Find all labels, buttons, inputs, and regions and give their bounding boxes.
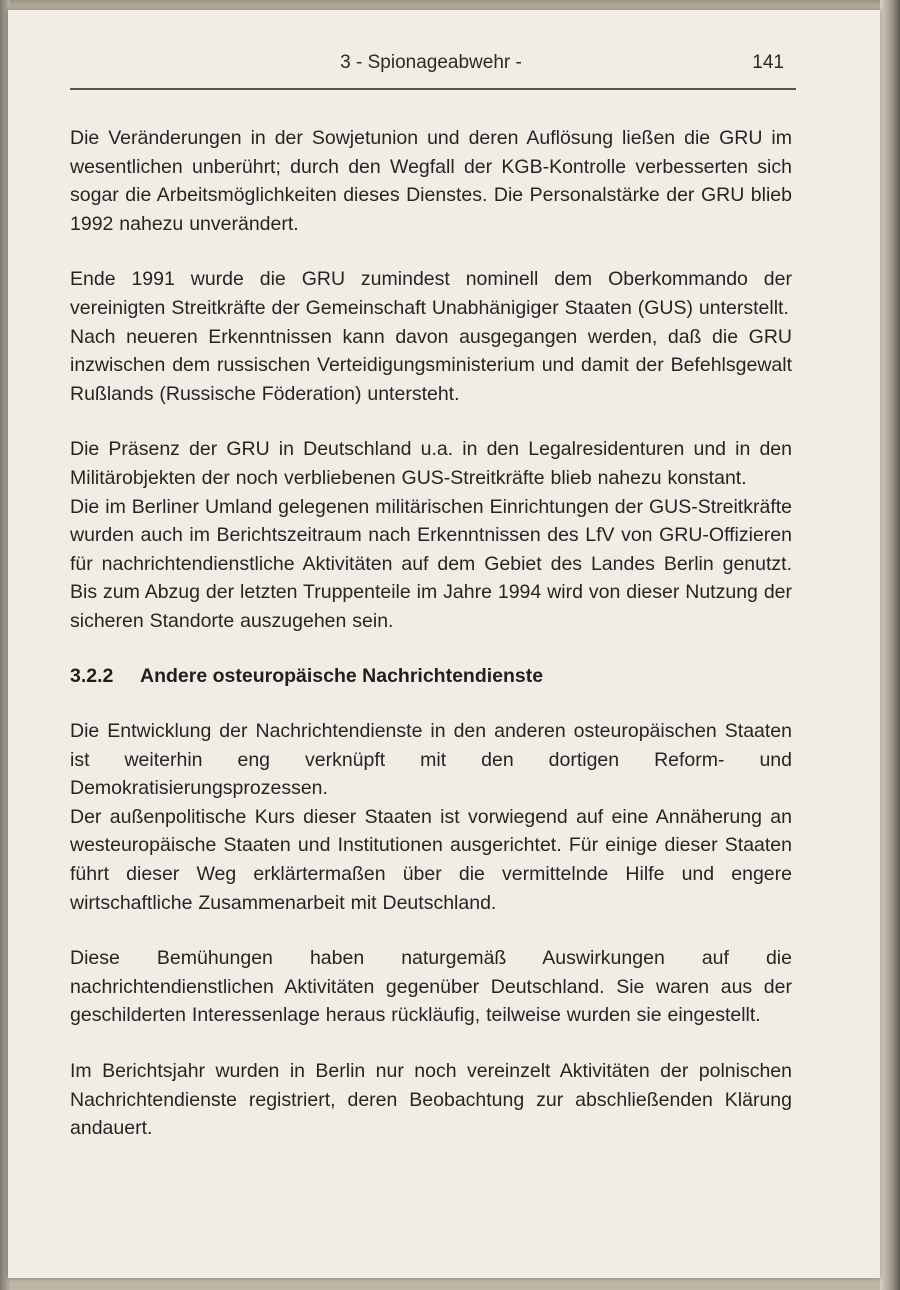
section-heading: [70, 636, 792, 718]
page-top-edge: [0, 0, 900, 10]
paragraph: Die Veränderungen in der Sowjetunion und deren Auflösung ließen die GRU im wesentlichen unberührt; durch den Wegfall der KGB-Kontrolle verbesserten sich sogar die Arbeitsmöglichkeiten dieses Dienstes. Die Personalstärke der GRU blieb 1992 nahezu unverändert.: [70, 127, 792, 235]
paragraph: Diese Bemühungen haben naturgemäß Auswirkungen auf die nachrichtendienstlichen Aktivitäten gegenüber Deutschland. Sie waren aus der geschilderten Interessenlage heraus rückläufig, teilweise wurden sie eingestellt.: [70, 947, 792, 1027]
running-title: 3 - Spionageabwehr -: [340, 52, 522, 73]
section-number: 3.2.2: [70, 664, 114, 687]
page-number: 141: [752, 52, 784, 73]
paragraph: Im Berichtsjahr wurden in Berlin nur noch vereinzelt Aktivitäten der polnischen Nachrichtendienste registriert, deren Beobachtung zur abschließenden Klärung andauert.: [70, 1060, 792, 1140]
running-header: [70, 52, 792, 82]
paragraph: Ende 1991 wurde die GRU zumindest nominell dem Oberkommando der vereinigten Streitkräfte der Gemeinschaft Unabhänigiger Staaten (GUS) unterstellt.: [70, 268, 792, 319]
section-title: Andere osteuropäische Nachrichtendienste: [140, 664, 544, 687]
header-rule: [70, 88, 796, 90]
paragraph-gap: [70, 408, 792, 435]
paragraph: Nach neueren Erkenntnissen kann davon ausgegangen werden, daß die GRU inzwischen dem russischen Verteidigungsministerium und damit der Befehlsgewalt Rußlands (Russische Föderation) untersteht.: [70, 325, 792, 405]
paragraph: Die Entwicklung der Nachrichtendienste in den anderen osteuropäischen Staaten ist weiterhin eng verknüpft mit den dortigen Reform- und Demokratisierungsprozessen.: [70, 720, 792, 800]
paragraph: Der außenpolitische Kurs dieser Staaten ist vorwiegend auf eine Annäherung an westeuropäische Staaten und Institutionen ausgerichtet. Für einige dieser Staaten führt dieser Weg erklärtermaßen über die vermittelnde Hilfe und engere wirtschaftliche Zusammenarbeit mit Deutschland.: [70, 805, 792, 914]
paragraph-gap: [70, 238, 792, 265]
body-text: [70, 124, 792, 1143]
paragraph: Die im Berliner Umland gelegenen militärischen Einrichtungen der GUS-Streitkräfte wurden auch im Berichtszeitraum nach Erkenntnissen des LfV von GRU-Offizieren für nachrichtendienstliche Aktivitäten auf dem Gebiet des Landes Berlin genutzt. Bis zum Abzug der letzten Truppenteile im Jahre 1994 wird von dieser Nutzung der sicheren Standorte auszugehen sein.: [70, 495, 792, 632]
paragraph: Die Präsenz der GRU in Deutschland u.a. in den Legalresidenturen und in den Militärobjekten der noch verbliebenen GUS-Streitkräfte blieb nahezu konstant.: [70, 438, 792, 489]
paragraph-gap: [70, 917, 792, 944]
page-right-edge: [880, 0, 900, 1290]
paragraph-gap: [70, 1030, 792, 1057]
